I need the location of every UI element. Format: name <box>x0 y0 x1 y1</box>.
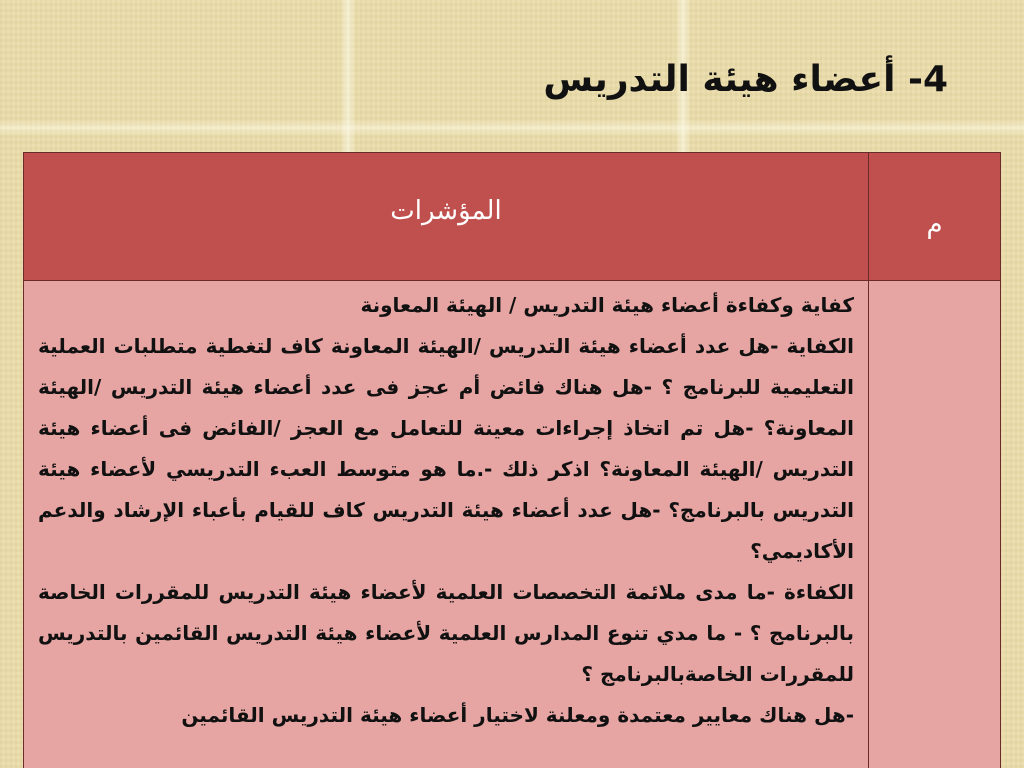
table-row <box>24 281 1001 768</box>
header-number: م <box>869 153 1001 281</box>
indicator-efficiency: الكفاءة -ما مدى ملائمة التخصصات العلمية لأعضاء هيئة التدريس للمقررات الخاصة بالبرنامج ؟ - ما مدي تنوع المدارس العلمية لأعضاء هيئة التدريس القائمين بالتدريس للمقررات الخاصةبالبرنامج ؟ <box>38 580 854 686</box>
row-number-cell <box>869 281 1001 768</box>
slide-title: 4- أعضاء هيئة التدريس <box>543 59 948 100</box>
indicators-table <box>23 152 1001 768</box>
header-indicators: المؤشرات <box>24 153 869 281</box>
indicator-heading: كفاية وكفاءة أعضاء هيئة التدريس / الهيئة المعاونة <box>360 293 854 317</box>
indicator-criteria: -هل هناك معايير معتمدة ومعلنة لاختيار أعضاء هيئة التدريس القائمين <box>181 703 854 727</box>
table-header-row <box>24 153 1001 281</box>
row-indicators-cell <box>24 281 869 768</box>
indicators-table-container <box>23 152 1001 768</box>
indicator-sufficiency: الكفاية -هل عدد أعضاء هيئة التدريس /الهيئة المعاونة كاف لتغطية متطلبات العملية التعليمية للبرنامج ؟ -هل هناك فائض أم عجز فى عدد أعضاء هيئة التدريس /الهيئة المعاونة؟ -هل تم اتخاذ إجراءات معينة للتعامل مع العجز /الفائض فى أعضاء هيئة التدريس /الهيئة المعاونة؟ اذكر ذلك -.ما هو متوسط العبء التدريسي لأعضاء هيئة التدريس بالبرنامج؟ -هل عدد أعضاء هيئة التدريس كاف للقيام بأعباء الإرشاد والدعم الأكاديمي؟ <box>38 334 854 563</box>
